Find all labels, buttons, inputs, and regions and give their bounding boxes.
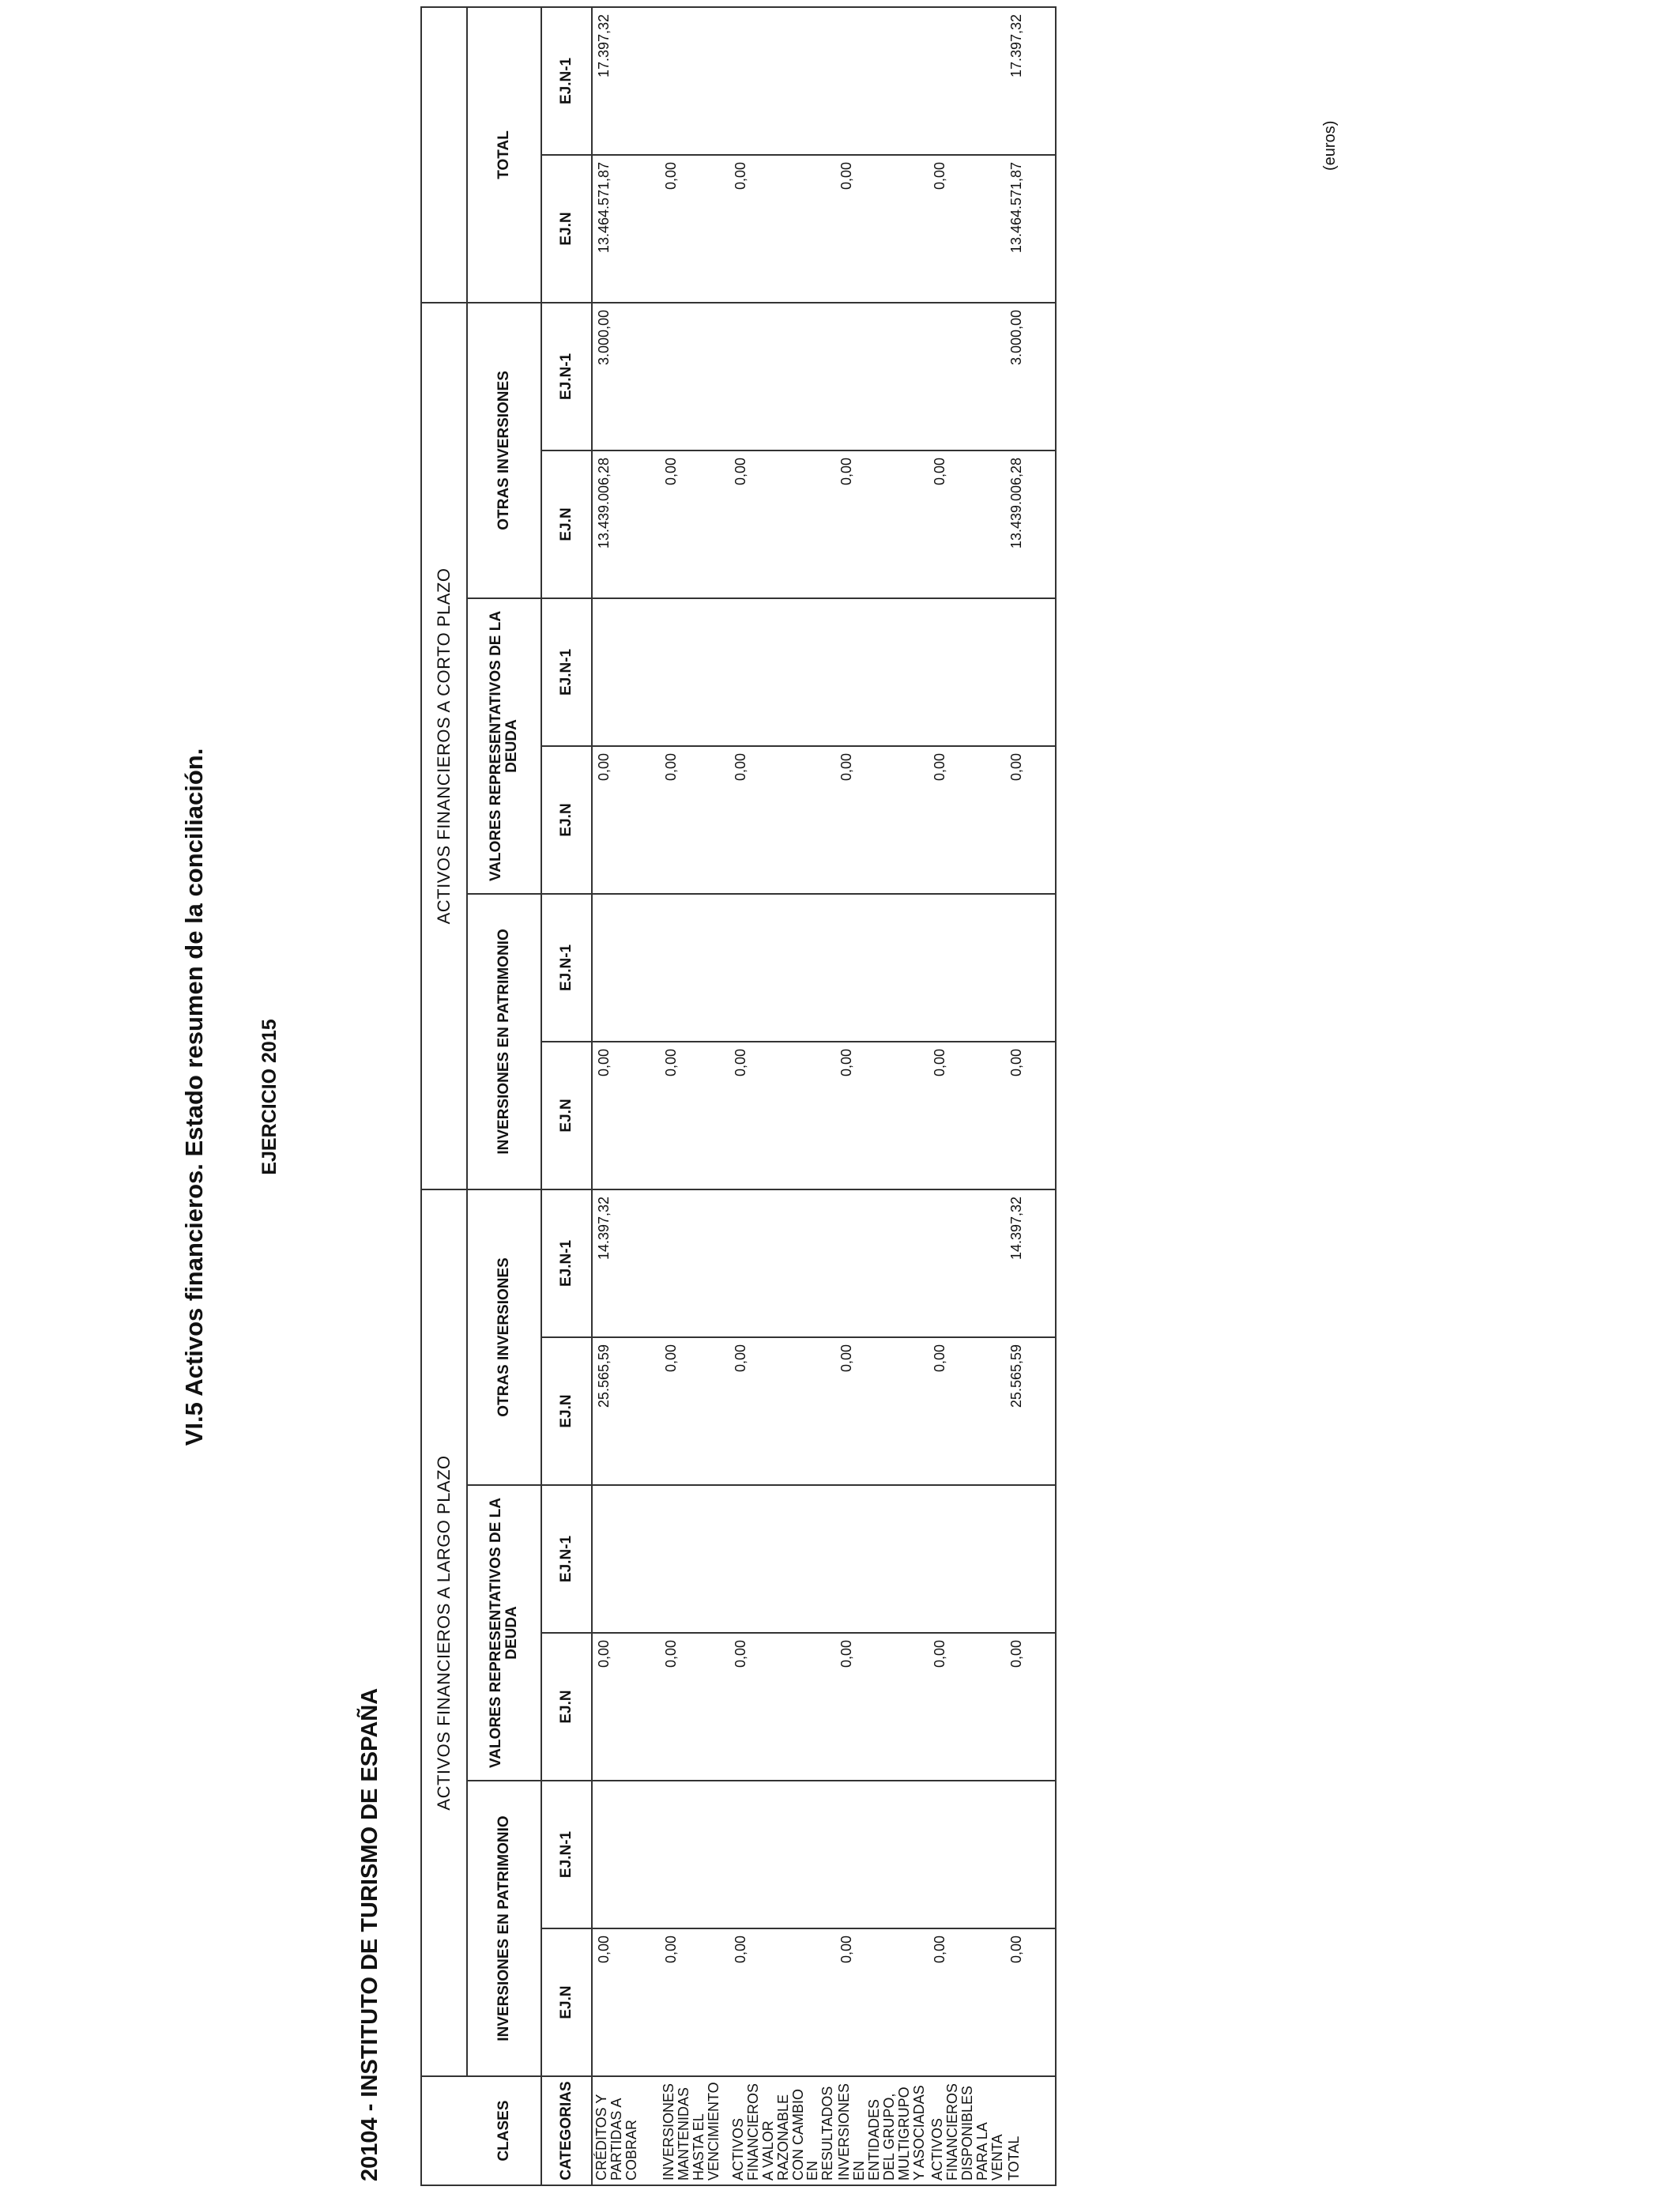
table-cell: [729, 303, 835, 450]
table-cell: 0,00: [929, 1337, 1004, 1485]
table-cell: 0,00: [660, 1633, 729, 1781]
table-cell: 0,00: [929, 1928, 1004, 2076]
table-cell: [660, 894, 729, 1042]
table-cell: [929, 598, 1004, 746]
row-category: ACTIVOS FINANCIEROS DISPONIBLES PARA LA VENTA: [929, 2076, 1004, 2185]
col-header-ej-n1: EJ.N-1: [541, 7, 592, 155]
table-cell: 0,00: [660, 1928, 729, 2076]
table-cell: 13.464.571,87: [592, 155, 660, 303]
entity-name: 20104 - INSTITUTO DE TURISMO DE ESPAÑA: [357, 1687, 382, 2181]
col-header-ej-n: EJ.N: [541, 450, 592, 598]
table-cell: [660, 7, 729, 155]
table-cell: [660, 1189, 729, 1337]
group-header-largo-plazo: ACTIVOS FINANCIEROS A LARGO PLAZO: [421, 1189, 467, 2076]
table-cell: [1005, 598, 1056, 746]
table-cell: 25.565,59: [1005, 1337, 1056, 1485]
table-cell: 3.000,00: [1005, 303, 1056, 450]
col-header-ej-n1: EJ.N-1: [541, 894, 592, 1042]
col-header-ej-n: EJ.N: [541, 155, 592, 303]
table-cell: 17.397,32: [1005, 7, 1056, 155]
header-clases: CLASES: [467, 2076, 541, 2185]
table-cell: 0,00: [592, 746, 660, 894]
table-cell: 0,00: [1005, 1928, 1056, 2076]
total-header-spacer: [421, 7, 467, 303]
subheader-cp-otras: OTRAS INVERSIONES: [467, 303, 541, 598]
table-cell: [660, 598, 729, 746]
header-categorias: CATEGORIAS: [541, 2076, 592, 2185]
table-cell: 13.464.571,87: [1005, 155, 1056, 303]
table-cell: 13.439.006,28: [1005, 450, 1056, 598]
table-cell: 0,00: [729, 746, 835, 894]
page-title: VI.5 Activos financieros. Estado resumen de la conciliación.: [180, 748, 208, 1446]
table-cell: 0,00: [660, 746, 729, 894]
table-cell: [592, 1781, 660, 1928]
table-cell: 0,00: [729, 1928, 835, 2076]
row-category: CRÉDITOS Y PARTIDAS A COBRAR: [592, 2076, 660, 2185]
table-cell: 25.565,59: [592, 1337, 660, 1485]
table-cell: [835, 1781, 929, 1928]
table-cell: 0,00: [835, 450, 929, 598]
table-cell: [660, 1781, 729, 1928]
table-cell: [835, 1189, 929, 1337]
group-header-corto-plazo: ACTIVOS FINANCIEROS A CORTO PLAZO: [421, 303, 467, 1189]
subheader-total: TOTAL: [467, 7, 541, 303]
table-cell: 0,00: [929, 450, 1004, 598]
table-cell: [1005, 1485, 1056, 1633]
table-cell: [729, 1485, 835, 1633]
table-cell: [592, 1485, 660, 1633]
table-cell: [929, 7, 1004, 155]
col-header-ej-n: EJ.N: [541, 746, 592, 894]
table-cell: 0,00: [592, 1928, 660, 2076]
col-header-ej-n1: EJ.N-1: [541, 1781, 592, 1928]
table-cell: [592, 598, 660, 746]
header-corner: [421, 2076, 467, 2185]
row-category: INVERSIONES MANTENIDAS HASTA EL VENCIMIENTO: [660, 2076, 729, 2185]
table-cell: 0,00: [1005, 1042, 1056, 1189]
table-cell: 0,00: [592, 1042, 660, 1189]
table-cell: [660, 303, 729, 450]
table-cell: 0,00: [1005, 746, 1056, 894]
table-cell: [660, 1485, 729, 1633]
subheader-lp-patrimonio: INVERSIONES EN PATRIMONIO: [467, 1781, 541, 2076]
table-cell: 0,00: [660, 155, 729, 303]
table-cell: [929, 303, 1004, 450]
table-cell: [835, 598, 929, 746]
table-cell: [729, 894, 835, 1042]
table-row: [929, 7, 1004, 2185]
table-cell: [929, 894, 1004, 1042]
table-cell: [929, 1485, 1004, 1633]
table-cell: [729, 7, 835, 155]
table-cell: 0,00: [729, 450, 835, 598]
subheader-cp-patrimonio: INVERSIONES EN PATRIMONIO: [467, 894, 541, 1189]
col-header-ej-n1: EJ.N-1: [541, 598, 592, 746]
col-header-ej-n1: EJ.N-1: [541, 1189, 592, 1337]
table-cell: 0,00: [929, 1633, 1004, 1781]
table-cell: [592, 894, 660, 1042]
col-header-ej-n: EJ.N: [541, 1042, 592, 1189]
exercise-year: EJERCICIO 2015: [258, 1019, 281, 1175]
subheader-cp-valores: VALORES REPRESENTATIVOS DE LA DEUDA: [467, 598, 541, 894]
col-header-ej-n1: EJ.N-1: [541, 303, 592, 450]
table-cell: 0,00: [929, 1042, 1004, 1189]
table-cell: 0,00: [835, 155, 929, 303]
subheader-lp-valores: VALORES REPRESENTATIVOS DE LA DEUDA: [467, 1485, 541, 1781]
table-cell: 0,00: [835, 1337, 929, 1485]
table-cell: 0,00: [929, 155, 1004, 303]
table-cell: 0,00: [660, 1042, 729, 1189]
row-category: ACTIVOS FINANCIEROS A VALOR RAZONABLE CON CAMBIO EN RESULTADOS: [729, 2076, 835, 2185]
table-cell: [929, 1189, 1004, 1337]
table-cell: [835, 303, 929, 450]
col-header-ej-n: EJ.N: [541, 1337, 592, 1485]
table-cell: [835, 1485, 929, 1633]
table-cell: [1005, 894, 1056, 1042]
table-cell: 0,00: [660, 450, 729, 598]
table-cell: 0,00: [835, 1928, 929, 2076]
table-cell: [729, 1781, 835, 1928]
table-cell: 14.397,32: [1005, 1189, 1056, 1337]
units-label: (euros): [1321, 120, 1339, 171]
table-cell: [929, 1781, 1004, 1928]
table-cell: 0,00: [729, 1633, 835, 1781]
table-cell: [729, 598, 835, 746]
row-category: TOTAL: [1005, 2076, 1056, 2185]
table-row: [592, 7, 660, 2185]
col-header-ej-n1: EJ.N-1: [541, 1485, 592, 1633]
table-cell: 0,00: [1005, 1633, 1056, 1781]
table-cell: 0,00: [729, 155, 835, 303]
subheader-lp-otras: OTRAS INVERSIONES: [467, 1189, 541, 1485]
table-cell: [835, 894, 929, 1042]
table-cell: [729, 1189, 835, 1337]
col-header-ej-n: EJ.N: [541, 1928, 592, 2076]
table-cell: 0,00: [835, 746, 929, 894]
table-row: [729, 7, 835, 2185]
row-category: INVERSIONES EN ENTIDADES DEL GRUPO, MULTIGRUPO Y ASOCIADAS: [835, 2076, 929, 2185]
table-cell: 17.397,32: [592, 7, 660, 155]
table-row: [835, 7, 929, 2185]
table-cell: 14.397,32: [592, 1189, 660, 1337]
col-header-ej-n: EJ.N: [541, 1633, 592, 1781]
table-row: [1005, 7, 1056, 2185]
table-cell: 0,00: [835, 1042, 929, 1189]
table-row: [660, 7, 729, 2185]
table-cell: 0,00: [592, 1633, 660, 1781]
table-cell: 3.000,00: [592, 303, 660, 450]
table-cell: [1005, 1781, 1056, 1928]
table-cell: 0,00: [929, 746, 1004, 894]
table-cell: [835, 7, 929, 155]
table-cell: 0,00: [835, 1633, 929, 1781]
table-cell: 0,00: [729, 1042, 835, 1189]
table-cell: 0,00: [660, 1337, 729, 1485]
table-cell: 13.439.006,28: [592, 450, 660, 598]
table-cell: 0,00: [729, 1337, 835, 1485]
reconciliation-table: [420, 6, 1057, 2186]
